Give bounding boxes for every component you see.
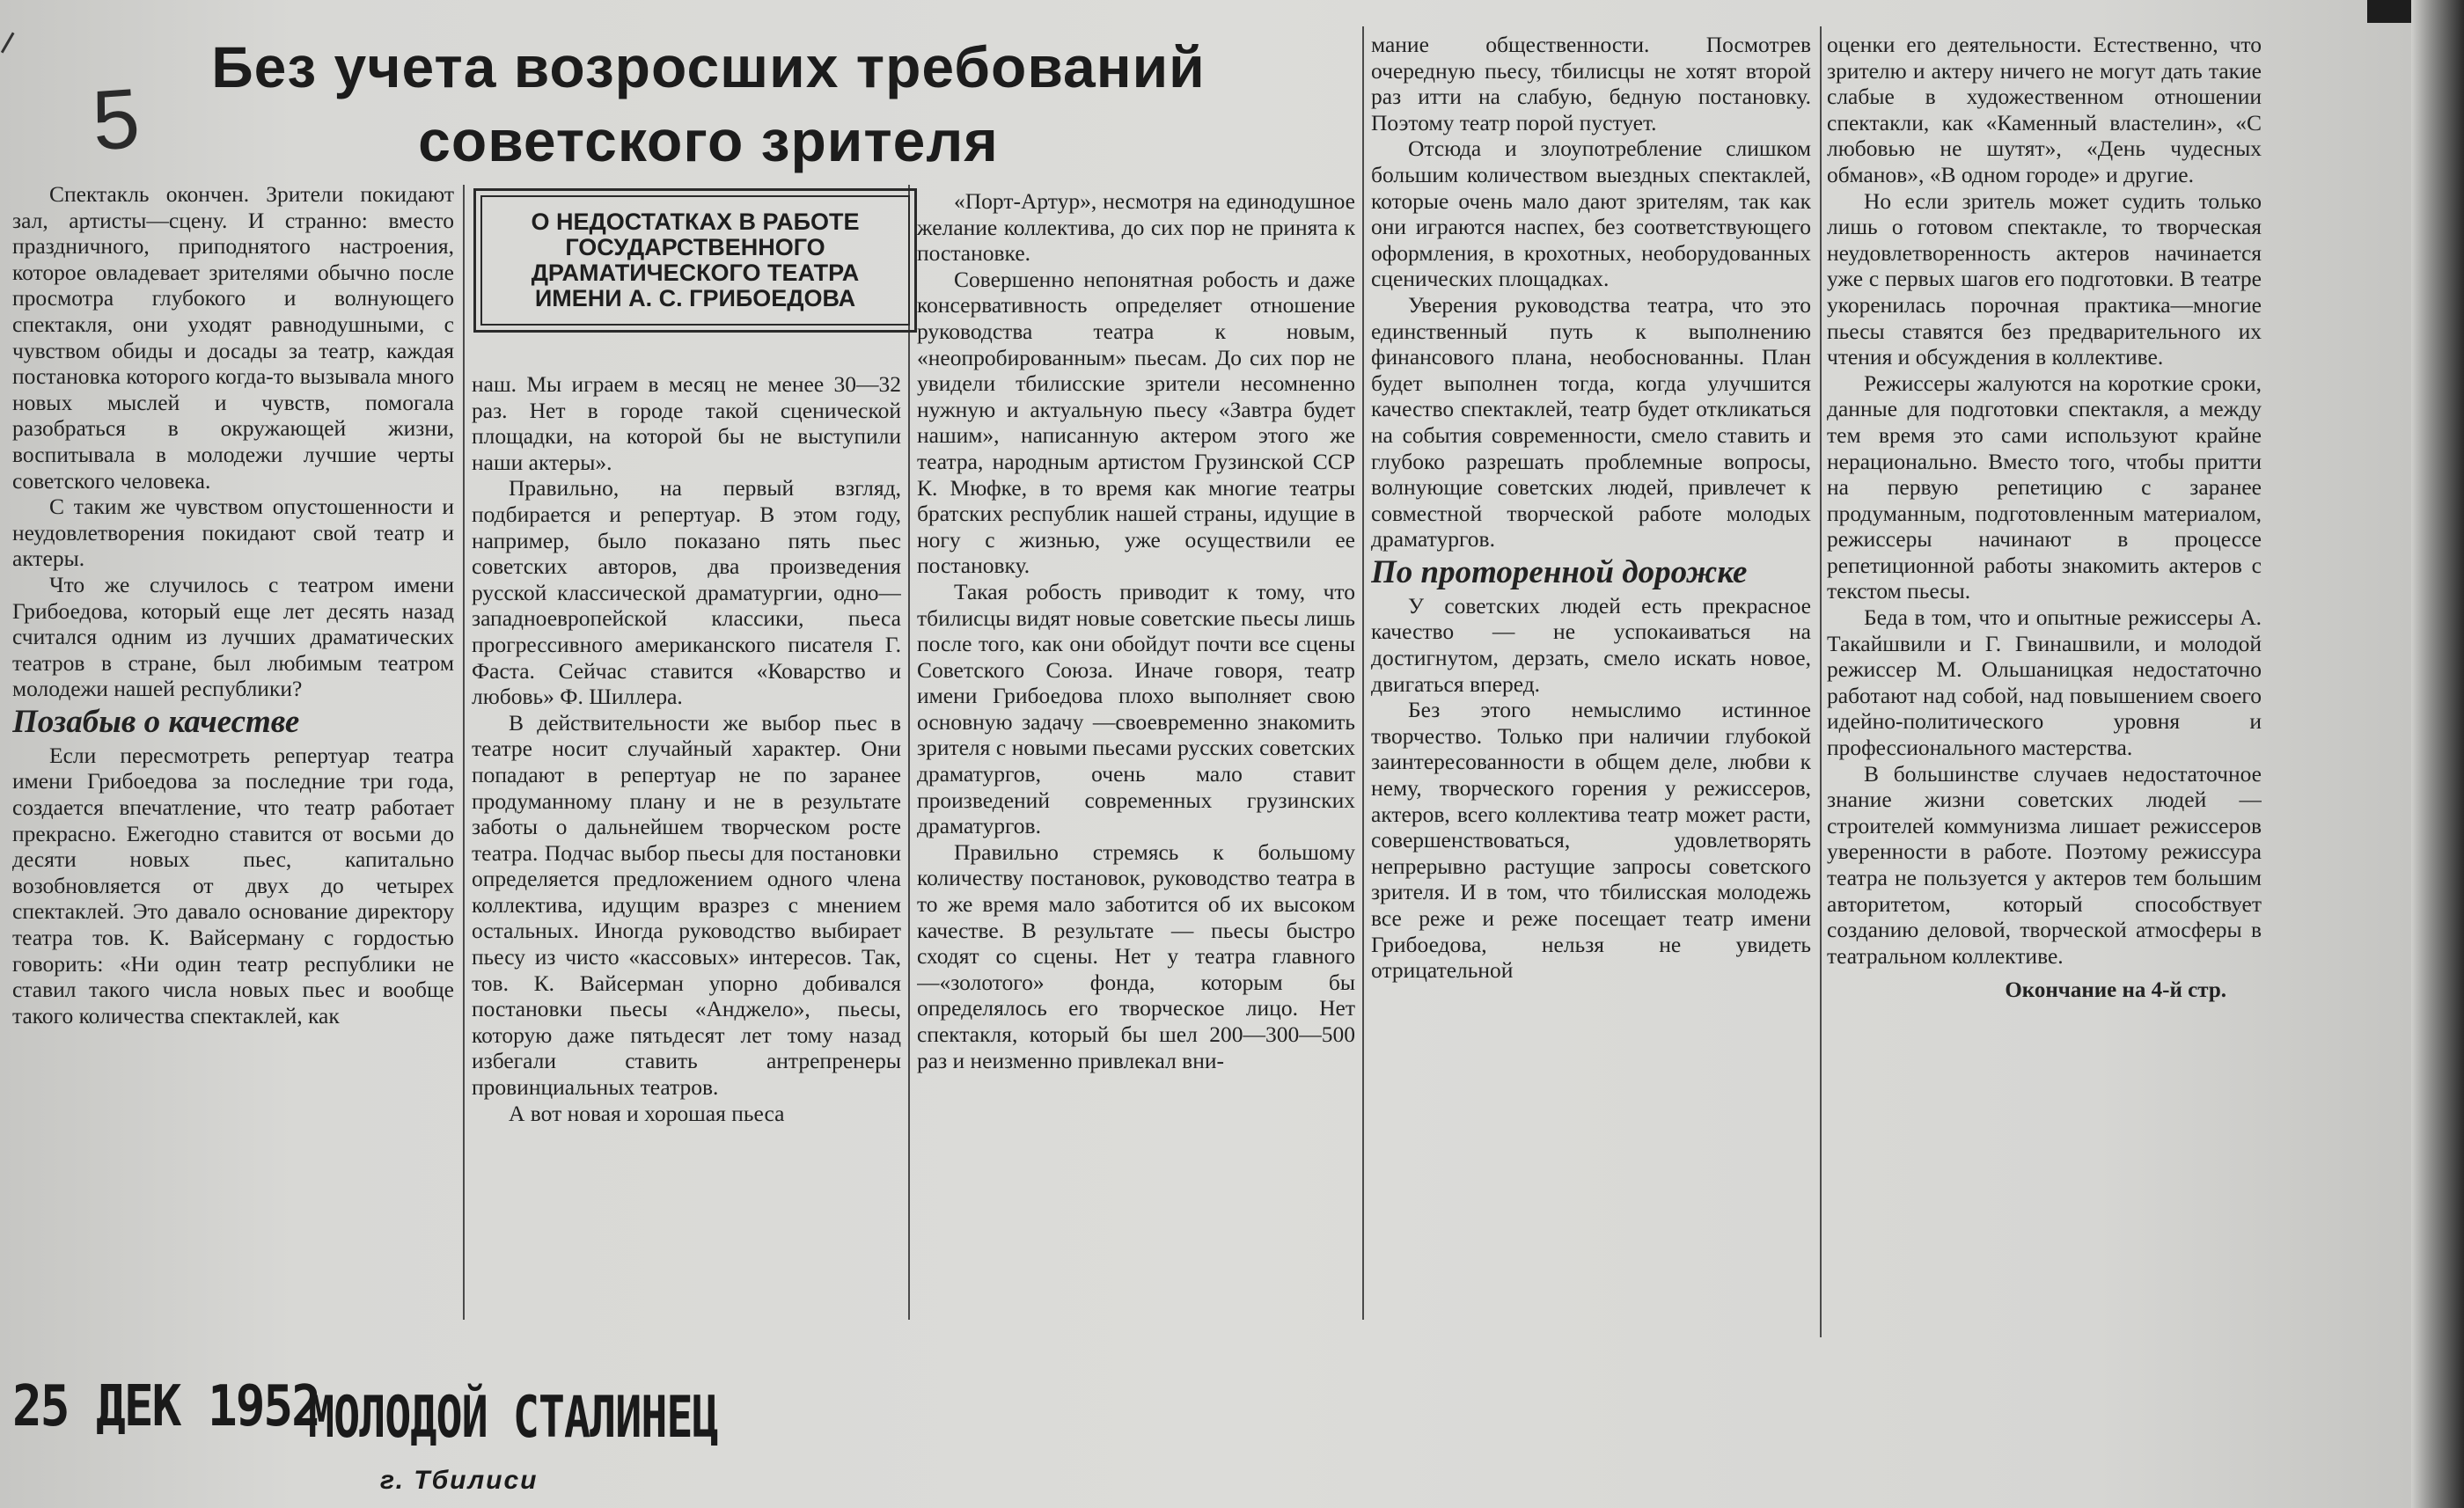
- paragraph: Что же случилось с театром имени Грибоедова, который еще лет десять назад считался одним из лучших драматических театров в стране, был любимым театром молодежи нашей республики?: [12, 571, 454, 702]
- stamp-date: 25 ДЕК 1952: [12, 1373, 319, 1439]
- paragraph: Уверения руководства театра, что это единственный путь к выполнению финансового плана, необоснованны. План будет выполнен тогда, когда улучшится качество спектаклей, театр будет откликаться на события современности, смело ставить и глубоко разрешать проблемные вопросы, волнующие советских людей, привлечет к совместной творческой работе молодых драматургов.: [1371, 291, 1811, 553]
- column-rule: [1362, 26, 1364, 1320]
- paragraph: А вот новая и хорошая пьеса: [509, 1100, 785, 1126]
- section-subheading: Позабыв о качестве: [12, 703, 300, 740]
- article-column-4: [1371, 32, 1811, 1337]
- paragraph: С таким же чувством опустошенности и неудовлетворения покидают свой театр и актеры.: [12, 494, 454, 572]
- paragraph: Правильно, на первый взгляд, подбирается и репертуар. В этом году, например, было показано пять пьес советских авторов, два произведения русской классической драматургии, одно—западноевропейской классики, пьеса прогрессивного американского писателя Г. Фаста. Сейчас ставится «Коварство и любовь» Ф. Шиллера.: [472, 475, 901, 710]
- paragraph: Если пересмотреть репертуар театра имени Грибоедова за последние три года, создается впечатление, что театр работает прекрасно. Ежегодно ставится от восьми до десяти новых пьес, капитально возобновляется от двух до четырех спектаклей. Это давало основание директору театра тов. К. Вайсерману с гордостью говорить: «Ни один театр республики не ставил такого числа новых пьес и вообще такого количества спектаклей, как: [12, 742, 454, 1029]
- paragraph: Правильно стремясь к большому количеству постановок, руководство театра в то же время мало заботится об их высоком качестве. В результате — пьесы быстро сходят со сцены. Нет у театра главного—«золотого» фонда, которым бы определялось его творческое лицо. Нет спектакля, который бы шел 200—300—500 раз и неизменно привлекал вни-: [917, 838, 1355, 1073]
- section-subheading: По проторенной дорожке: [1371, 553, 1748, 590]
- paragraph: Спектакль окончен. Зрители покидают зал, артисты—сцену. И странно: вместо праздничного, приподнятого настроения, которое овладевает зрителями обычно после просмотра глубокого и волнующего спектакля, они уходят равнодушными, с чувством обиды и досады за театр, каждая постановка которого когда-то вызывала много новых мыслей и чувств, помогала разобраться в окружающей жизни, воспитывала в молодежи лучшие черты советского человека.: [12, 181, 454, 494]
- paragraph: В действительности же выбор пьес в театре носит случайный характер. Они попадают в репертуар не по заранее продуманному плану и не в результате заботы о дальнейшем творческом росте театра. Подчас выбор пьесы для постановки определяется предложением одного члена коллектива, идущим вразрез с мнением остальных. Иногда руководство выбирает пьесу из чисто «кассовых» интересов. Так, тов. К. Вайсерман упорно добивался постановки пьесы «Анджело», пьесы, которую даже пятьдесят лет тому назад избегали ставить антрепренеры провинциальных театров.: [472, 709, 901, 1101]
- column-rule: [908, 185, 910, 1320]
- paragraph: Отсюда и злоупотребление слишком большим количеством выездных спектаклей, которые очень мало дают зрителям, так как они играются наспех, без соответствующего оформления, в крохотных, необорудованных сценических площадках.: [1371, 135, 1811, 292]
- article-column-1: [12, 181, 454, 1325]
- kicker-text: О НЕДОСТАТКАХ В РАБОТЕ ГОСУДАРСТВЕННОГО ДРАМАТИЧЕСКОГО ТЕАТРА ИМЕНИ А. С. ГРИБОЕДОВА: [480, 195, 910, 326]
- column-rule: [1820, 26, 1822, 1337]
- paragraph: Режиссеры жалуются на короткие сроки, данные для подготовки спектакля, а между тем время это сами используют крайне нерационально. Вместо того, чтобы притти на первую репетицию с заранее продуманным, подготовленным материалом, режиссеры начинают в процессе репетиционной работы знакомить актеров с текстом пьесы.: [1827, 370, 2262, 604]
- paragraph: В большинстве случаев недостаточное знание жизни советских людей — строителей коммунизма лишает режиссеров уверенности в работе. Поэтому режиссура театра не пользуется у актеров тем большим авторитетом, который способствует созданию деловой, творческой атмосферы в театральном коллективе.: [1827, 760, 2262, 969]
- handwritten-page-number: 5: [89, 70, 143, 169]
- paragraph: У советских людей есть прекрасное качество — не успокаиваться на достигнутом, дерзать, смело искать новое, двигаться вперед.: [1371, 592, 1811, 697]
- paragraph: Такая робость приводит к тому, что тбилисцы видят новые советские пьесы лишь после того, как они обойдут почти все сцены Советского Союза. Иначе говоря, театр имени Грибоедова плохо выполняет свою основную задачу —своевременно знакомить зрителя с новыми пьесами русских советских драматургов, очень мало ставит произведений современных грузинских драматургов.: [917, 578, 1355, 839]
- stamp-newspaper-name: МОЛОДОЙ СТАЛИНЕЦ: [308, 1384, 718, 1451]
- headline-line-2: советского зрителя: [418, 108, 999, 173]
- paragraph: Совершенно непонятная робость и даже консервативность определяет отношение руководства театра к новым, «неопробированным» пьесам. До сих пор не увидели тбилисские зрители несомненно нужную и актуальную пьесу «Завтра будет нашим», написанную актером этого же театра, народным артистом Грузинской ССР К. Мюфке, в то время как многие театры братских республик нашей страны, идущие в ногу с жизнью, уже осуществили ее постановку.: [917, 266, 1355, 579]
- paragraph: наш. Мы играем в месяц не менее 30—32 раз. Нет в городе такой сценической площадки, на которой бы не выступили наши актеры».: [472, 371, 901, 475]
- headline-line-1: Без учета возросших требований: [211, 34, 1206, 99]
- paragraph: оценки его деятельности. Естественно, что зрителю и актеру ничего не могут дать такие слабые в художественном отношении спектакли, как «Каменный властелин», «С любовью не шутят», «День чудесных обманов», «В одном городе» и другие.: [1827, 32, 2262, 187]
- paragraph: «Порт-Артур», несмотря на единодушное желание коллектива, до сих пор не принята к постановке.: [917, 188, 1355, 267]
- paragraph: Без этого немыслимо истинное творчество. Только при наличии глубокой заинтересованности в общем деле, любви к нему, творческого горения у режиссеров, актеров, всего коллектива театр может расти, совершенствоваться, удовлетворять непрерывно растущие запросы советского зрителя. И в том, что тбилисская молодежь все реже и реже посещает театр имени Грибоедова, нельзя не увидеть отрицательной: [1371, 697, 1811, 984]
- continuation-note: Окончание на 4-й стр.: [2005, 978, 2226, 1003]
- article-column-3: [917, 188, 1355, 1332]
- margin-mark: [1, 32, 28, 61]
- stamp-city: г. Тбилиси: [380, 1466, 539, 1495]
- kicker-box: [473, 188, 917, 333]
- paragraph: мание общественности. Посмотрев очередную пьесу, тбилисцы не хотят второй раз итти на слабую, бедную постановку. Поэтому театр порой пустует.: [1371, 32, 1811, 135]
- column-rule: [463, 185, 465, 1320]
- article-column-2: [472, 371, 901, 1330]
- paragraph: Беда в том, что и опытные режиссеры А. Такайшвили и Г. Гвинашвили, и молодой режиссер М. Ольшаницкая недостаточно работают над собой, над повышением своего идейно-политического уровня и профессионального мастерства.: [1827, 604, 2262, 761]
- paragraph: Но если зритель может судить только лишь о готовом спектакле, то творческая неудовлетворенность актеров начинается уже с первых шагов его подготовки. В театре укоренилась порочная практика—многие пьесы ставятся без предварительного их чтения и обсуждения в коллективе.: [1827, 187, 2262, 370]
- headline: [158, 30, 1258, 178]
- article-column-5: [1827, 32, 2262, 1343]
- scan-edge-right: [2411, 0, 2464, 1508]
